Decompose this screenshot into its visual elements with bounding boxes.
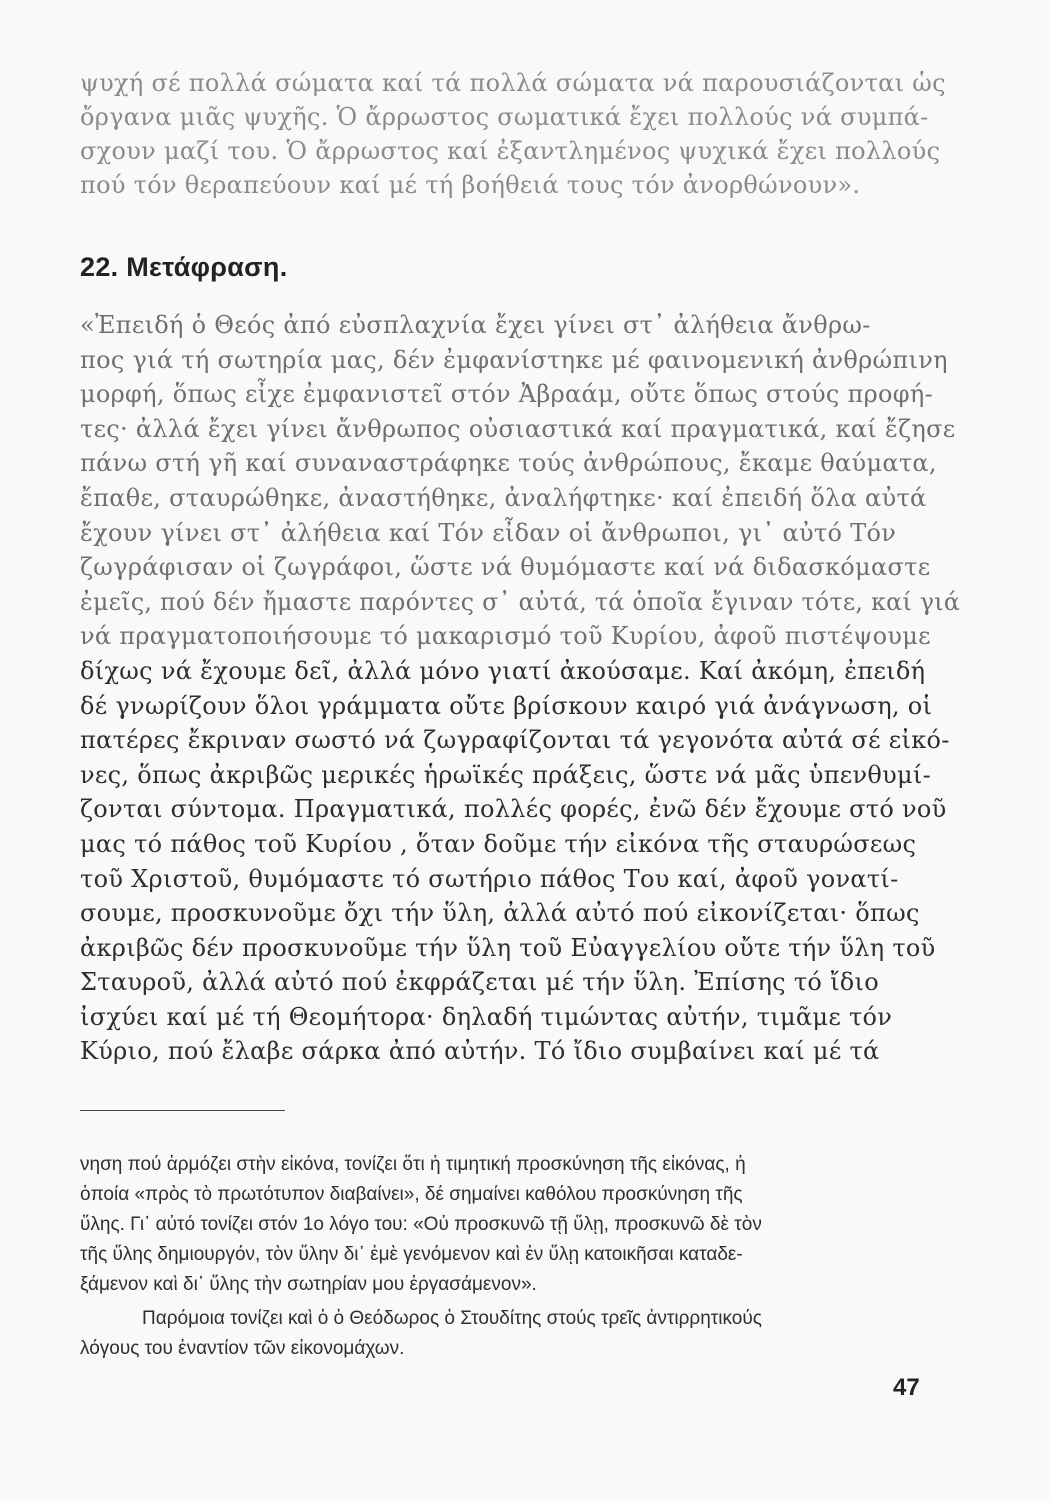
text-line: μας τό πάθος τοῦ Κυρίου , ὅταν δοῦμε τήν εἰκόνα τῆς σταυρώσεως bbox=[80, 829, 917, 858]
text-line: πάνω στή γῆ καί συναναστράφηκε τούς ἀνθρώπους, ἔκαμε θαύματα, bbox=[80, 449, 937, 478]
text-line: τες· ἀλλά ἔχει γίνει ἄνθρωπος οὐσιαστικά καί πραγματικά, καί ἔζησε bbox=[80, 414, 956, 443]
footnote-line: Παρόμοια τονίζει καὶ ὁ ὁ Θεόδωρος ὁ Στουδίτης στούς τρεῖς ἀντιρρητικούς bbox=[142, 1308, 762, 1329]
text-line: ἀκριβῶς δέν προσκυνοῦμε τήν ὕλη τοῦ Εὐαγγελίου οὔτε τήν ὕλη τοῦ bbox=[80, 933, 936, 962]
text-line: δέ γνωρίζουν ὅλοι γράμματα οὔτε βρίσκουν καιρό γιά ἀνάγνωση, οἱ bbox=[80, 691, 933, 720]
text-line: ζωγράφισαν οἱ ζωγράφοι, ὥστε νά θυμόμαστε καί νά διδασκόμαστε bbox=[80, 553, 931, 582]
text-line: ψυχή σέ πολλά σώματα καί τά πολλά σώματα νά παρουσιάζονται ὡς bbox=[80, 69, 946, 97]
footnote-line: τῆς ὕλης δημιουργόν, τὸν ὕλην δι᾽ ἐμὲ γενόμενον καὶ ἐν ὕλῃ κατοικῆσαι καταδε- bbox=[80, 1244, 743, 1265]
text-line: μορφή, ὅπως εἶχε ἐμφανιστεῖ στόν Ἀβραάμ, οὔτε ὅπως στούς προφή- bbox=[80, 380, 933, 409]
text-line: ὄργανα μιᾶς ψυχῆς. Ὁ ἄρρωστος σωματικά ἔχει πολλούς νά συμπά- bbox=[80, 103, 929, 131]
text-line: Κύριο, πού ἔλαβε σάρκα ἀπό αὐτήν. Τό ἴδιο συμβαίνει καί μέ τά bbox=[80, 1037, 880, 1066]
text-line: νες, ὅπως ἀκριβῶς μερικές ἡρωϊκές πράξεις, ὥστε νά μᾶς ὑπενθυμί- bbox=[80, 760, 932, 789]
footnote-line: ξάμενον καὶ δι᾽ ὕλης τὴν σωτηρίαν μου ἐργασάμενον». bbox=[80, 1274, 537, 1295]
footnote-divider bbox=[80, 1110, 285, 1111]
text-line: τοῦ Χριστοῦ, θυμόμαστε τό σωτήριο πάθος Του καί, ἀφοῦ γονατί- bbox=[80, 864, 899, 893]
footnote-line: ὁποία «πρὸς τὸ πρωτότυπον διαβαίνει», δέ σημαίνει καθόλου προσκύνηση τῆς bbox=[80, 1184, 743, 1205]
text-line: «Ἐπειδή ὁ Θεός ἀπό εὐσπλαχνία ἔχει γίνει στ᾽ ἀλήθεια ἄνθρω- bbox=[80, 311, 871, 339]
footnote-line: λόγους του ἐναντίον τῶν εἰκονομάχων. bbox=[80, 1338, 405, 1359]
text-line: ἰσχύει καί μέ τή Θεομήτορα· δηλαδή τιμώντας αὐτήν, τιμᾶμε τόν bbox=[80, 1002, 893, 1031]
text-line: πατέρες ἔκριναν σωστό νά ζωγραφίζονται τά γεγονότα αὐτά σέ εἰκό- bbox=[80, 726, 950, 755]
continuation-paragraph bbox=[80, 66, 960, 202]
text-line: πος γιά τή σωτηρία μας, δέν ἐμφανίστηκε μέ φαινομενική ἀνθρώπινη bbox=[80, 345, 948, 374]
text-line: δίχως νά ἔχουμε δεῖ, ἀλλά μόνο γιατί ἀκούσαμε. Καί ἀκόμη, ἐπειδή bbox=[80, 656, 926, 685]
footnote-line: νηση πού ἁρμόζει στὴν εἰκόνα, τονίζει ὅτι ἡ τιμητική προσκύνηση τῆς εἰκόνας, ἡ bbox=[80, 1154, 746, 1175]
text-line: ἔπαθε, σταυρώθηκε, ἀναστήθηκε, ἀναλήφτηκε· καί ἐπειδή ὅλα αὐτά bbox=[80, 483, 927, 512]
text-line: ζονται σύντομα. Πραγματικά, πολλές φορές, ἐνῶ δέν ἔχουμε στό νοῦ bbox=[80, 795, 947, 824]
text-line: σχουν μαζί του. Ὁ ἄρρωστος καί ἐξαντλημένος ψυχικά ἔχει πολλούς bbox=[80, 137, 941, 165]
text-line: νά πραγματοποιήσουμε τό μακαρισμό τοῦ Κυρίου, ἀφοῦ πιστέψουμε bbox=[80, 622, 931, 651]
footnote-line: ὕλης. Γι᾽ αὐτό τονίζει στόν 1ο λόγο του: «Οὐ προσκυνῶ τῇ ὕλῃ, προσκυνῶ δὲ τὸν bbox=[80, 1214, 762, 1235]
text-line: Σταυροῦ, ἀλλά αὐτό πού ἐκφράζεται μέ τήν ὕλη. Ἐπίσης τό ἴδιο bbox=[80, 968, 880, 997]
text-line: πού τόν θεραπεύουν καί μέ τή βοήθειά τους τόν ἀνορθώνουν». bbox=[80, 171, 861, 199]
section-heading: 22. Μετάφραση. bbox=[80, 252, 288, 282]
page-number: 47 bbox=[893, 1374, 920, 1401]
footnote-block bbox=[80, 1150, 940, 1364]
text-line: σουμε, προσκυνοῦμε ὄχι τήν ὕλη, ἀλλά αὐτό πού εἰκονίζεται· ὅπως bbox=[80, 899, 920, 928]
translation-paragraph bbox=[80, 308, 960, 1069]
text-line: ἔχουν γίνει στ᾽ ἀλήθεια καί Τόν εἶδαν οἱ ἄνθρωποι, γι᾽ αὐτό Τόν bbox=[80, 518, 897, 547]
text-line: ἐμεῖς, πού δέν ἤμαστε παρόντες σ᾽ αὐτά, τά ὁποῖα ἔγιναν τότε, καί γιά bbox=[80, 587, 961, 616]
